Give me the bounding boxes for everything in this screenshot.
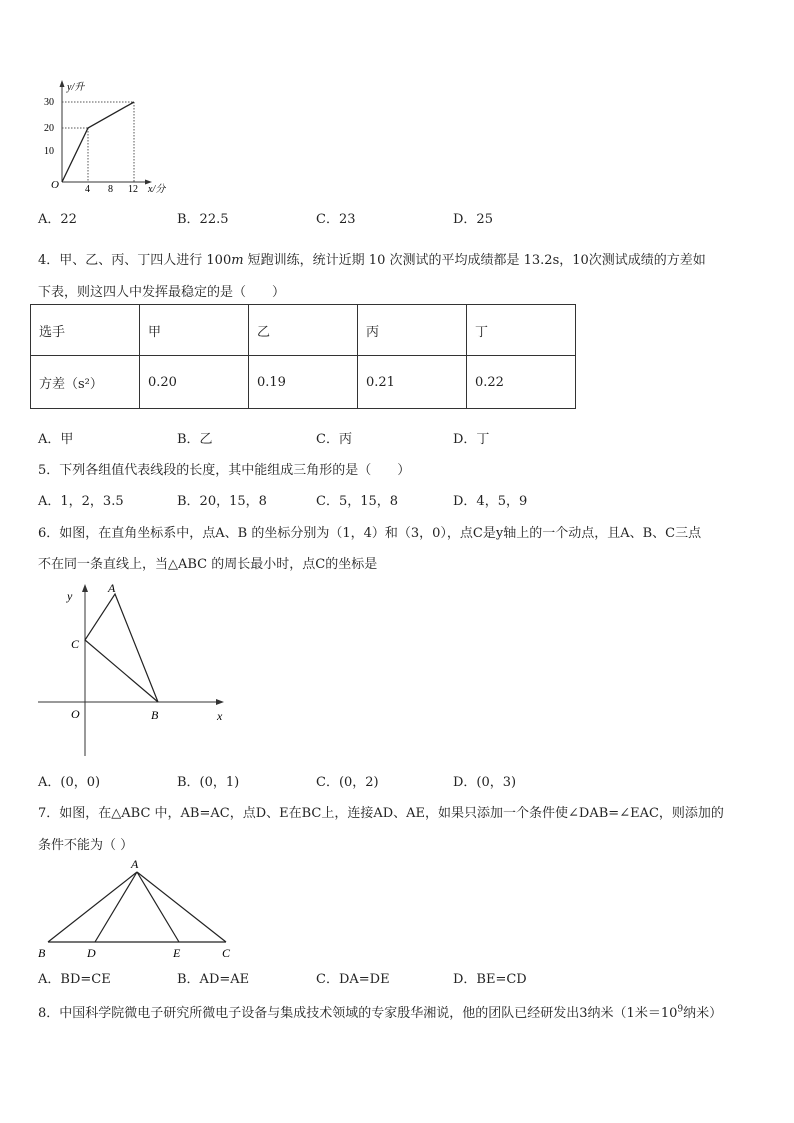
table-row [31,356,576,409]
q3-option-b[interactable]: B．22.5 [177,212,229,227]
q8-stem [38,1002,722,1021]
q7-label-e: E [173,946,181,960]
table-header-cell: 乙 [249,305,358,356]
table-cell: 0.21 [358,356,467,409]
q3-origin-label: O [51,179,59,191]
q5-stem: 5．下列各组值代表线段的长度，其中能组成三角形的是（ ） [38,463,411,478]
q3-x-tick-8: 8 [108,184,113,195]
q4-stem-part-a: 4．甲、乙、丙、丁四人进行 100 [38,253,232,268]
q7-label-d: D [87,946,96,960]
table-row [31,305,576,356]
q4-option-b[interactable]: B．乙 [177,432,213,447]
table-row-label: 方差（s²） [31,356,140,409]
q7-option-a[interactable]: A．BD=CE [38,972,111,987]
table-header-cell: 甲 [140,305,249,356]
q3-y-tick-20: 20 [44,123,54,134]
q6-label-x: x [217,709,223,723]
q5-option-d[interactable]: D．4，5，9 [453,494,528,509]
q6-stem-line2: 不在同一条直线上，当△ABC 的周长最小时，点C的坐标是 [38,557,378,572]
q6-y-arrow [82,584,88,592]
q6-stem-line1: 6．如图，在直角坐标系中，点A、B 的坐标分别为（1，4）和（3，0），点C是y轴上的一个动点，且A、B、C三点 [38,526,702,541]
q7-label-c: C [222,946,231,960]
table-header-cell: 丙 [358,305,467,356]
q6-x-arrow [216,699,224,705]
q3-data-line [62,102,134,182]
table-header-cell: 丁 [467,305,576,356]
q3-x-tick-12: 12 [128,184,138,195]
q7-segment-ae [137,872,179,942]
q4-variance-table [30,304,576,409]
table-header-cell: 选手 [31,305,140,356]
q3-line-graph [30,78,190,198]
q6-option-d[interactable]: D．(0，3) [453,775,517,790]
q6-label-o: O [71,707,80,721]
q4-unit: m [231,253,244,268]
q4-option-d[interactable]: D．丁 [453,432,490,447]
q4-stem-part-b: 短跑训练，统计近期 10 次测试的平均成绩都是 13.2s，10次测试成绩的方差如 [243,253,706,268]
q3-option-c[interactable]: C．23 [316,212,356,227]
q8-exponent: 9 [677,1004,684,1015]
q6-label-y: y [67,589,73,603]
q6-coordinate-figure [34,578,234,760]
q3-option-d[interactable]: D．25 [453,212,493,227]
q3-y-arrow [60,80,65,87]
q4-stem-line1 [38,249,706,268]
q6-label-b: B [151,708,159,722]
q6-triangle-abc [85,594,158,702]
q6-option-c[interactable]: C．(0，2) [316,775,379,790]
table-cell: 0.20 [140,356,249,409]
q7-label-b: B [38,946,46,960]
q6-label-a: A [108,581,116,595]
q7-triangle-figure [32,855,242,965]
q3-x-label: x/分 [148,184,166,195]
q7-option-c[interactable]: C．DA=DE [316,972,390,987]
q8-stem-part-b: 纳米） [683,1006,723,1021]
q6-label-c: C [71,637,80,651]
q3-option-a[interactable]: A．22 [38,212,77,227]
q3-y-label: y/升 [67,82,85,93]
q7-segment-ad [95,872,137,942]
q7-segment-ab [48,872,137,942]
q5-option-c[interactable]: C．5，15，8 [316,494,399,509]
q4-stem-line2: 下表，则这四人中发挥最稳定的是（ ） [38,285,286,300]
q3-y-tick-30: 30 [44,97,54,108]
q6-option-a[interactable]: A．(0，0) [38,775,101,790]
q7-label-a: A [131,857,139,871]
q5-option-b[interactable]: B．20，15，8 [177,494,267,509]
q3-x-tick-4: 4 [85,184,90,195]
q4-option-c[interactable]: C．丙 [316,432,352,447]
q3-y-tick-10: 10 [44,146,54,157]
table-cell: 0.22 [467,356,576,409]
q4-option-a[interactable]: A．甲 [38,432,74,447]
q7-option-b[interactable]: B．AD=AE [177,972,250,987]
q5-option-a[interactable]: A．1，2，3.5 [38,494,124,509]
q7-stem-line1: 7．如图，在△ABC 中，AB=AC，点D、E在BC上，连接AD、AE，如果只添加一个条件使∠DAB=∠EAC，则添加的 [38,806,724,821]
q7-segment-ac [137,872,226,942]
q8-stem-part-a: 8．中国科学院微电子研究所微电子设备与集成技术领域的专家殷华湘说，他的团队已经研发出3纳米（1米＝10 [38,1006,678,1021]
table-cell: 0.19 [249,356,358,409]
q6-option-b[interactable]: B．(0，1) [177,775,240,790]
q7-option-d[interactable]: D．BE=CD [453,972,527,987]
q7-stem-line2: 条件不能为（ ） [38,838,134,853]
